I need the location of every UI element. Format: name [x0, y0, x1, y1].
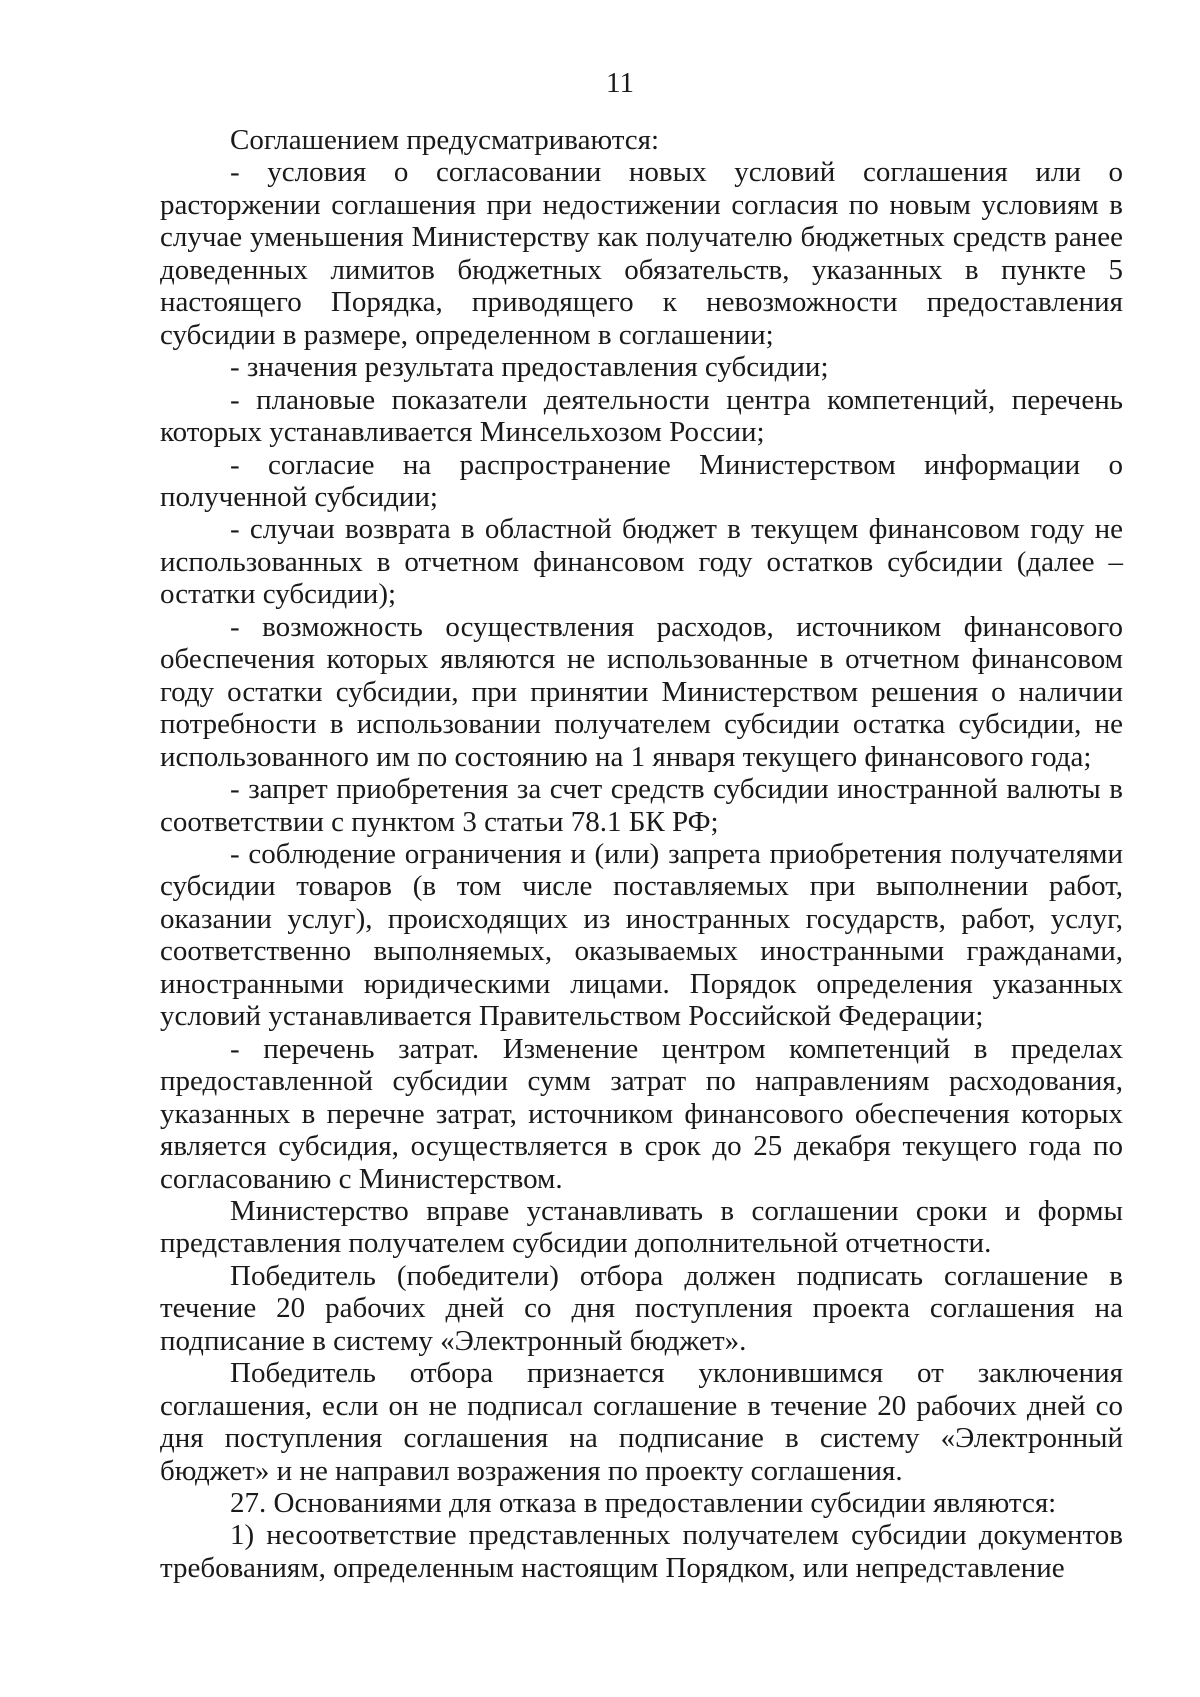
- paragraph-currency-ban: - запрет приобретения за счет средств субсидии иностранной валюты в соответствии с пунктом 3 статьи 78.1 БК РФ;: [160, 773, 1123, 838]
- paragraph-agreement-provisions-intro: Соглашением предусматриваются:: [230, 124, 660, 156]
- document-body: [160, 124, 1123, 1584]
- paragraph-result-values: - значения результата предоставления субсидии;: [230, 351, 829, 384]
- paragraph-terms-renegotiation: - условия о согласовании новых условий соглашения или о расторжении соглашения при недостижении согласия по новым условиям в случае уменьшения Министерству как получателю бюджетных средств ранее доведенных лимитов бюджетных обязательств, указанных в пункте 5 настоящего Порядка, приводящего к невозможности предоставления субсидии в размере, определенном в соглашении;: [160, 156, 1123, 351]
- paragraph-refund-cases: - случаи возврата в областной бюджет в текущем финансовом году не использованных в отчетном финансовом году остатков субсидии (далее – остатки субсидии);: [160, 513, 1123, 611]
- paragraph-signing-deadline: Победитель (победители) отбора должен подписать соглашение в течение 20 рабочих дней со дня поступления проекта соглашения на подписание в систему «Электронный бюджет».: [160, 1259, 1123, 1357]
- paragraph-foreign-goods-restriction: - соблюдение ограничения и (или) запрета приобретения получателями субсидии товаров (в том числе поставляемых при выполнении работ, оказании услуг), происходящих из иностранных государств, работ, услуг, соответственно выполняемых, оказываемых иностранными гражданами, иностранными юридическими лицами. Порядок определения указанных условий устанавливается Правительством Российской Федерации;: [160, 837, 1123, 1033]
- paragraph-refusal-ground-1: 1) несоответствие представленных получателем субсидии документов требованиям, определенным настоящим Порядком, или непредставление: [160, 1519, 1123, 1584]
- paragraph-cost-list: - перечень затрат. Изменение центром компетенций в пределах предоставленной субсидии сумм затрат по направлениям расходования, указанных в перечне затрат, источником финансового обеспечения которых является субсидия, осуществляется в срок до 25 декабря текущего года по согласованию с Министерством.: [160, 1032, 1123, 1195]
- paragraph-refusal-grounds-heading: 27. Основаниями для отказа в предоставлении субсидии являются:: [230, 1487, 1057, 1520]
- paragraph-planned-indicators: - плановые показатели деятельности центра компетенций, перечень которых устанавливается Минсельхозом России;: [160, 383, 1123, 449]
- paragraph-unused-balance-spending: - возможность осуществления расходов, источником финансового обеспечения которых являются не использованные в отчетном финансовом году остатки субсидии, при принятии Министерством решения о наличии потребности в использовании получателем субсидии остатка субсидии, не использованного им по состоянию на 1 января текущего финансового года;: [160, 610, 1123, 773]
- paragraph-additional-reporting: Министерство вправе устанавливать в соглашении сроки и формы представления получателем субсидии дополнительной отчетности.: [160, 1194, 1123, 1260]
- paragraph-consent-publication: - согласие на распространение Министерством информации о полученной субсидии;: [160, 448, 1123, 513]
- page-number: 11: [606, 67, 634, 99]
- paragraph-evasion-condition: Победитель отбора признается уклонившимся от заключения соглашения, если он не подписал соглашение в течение 20 рабочих дней со дня поступления соглашения на подписание в систему «Электронный бюджет» и не направил возражения по проекту соглашения.: [160, 1357, 1123, 1487]
